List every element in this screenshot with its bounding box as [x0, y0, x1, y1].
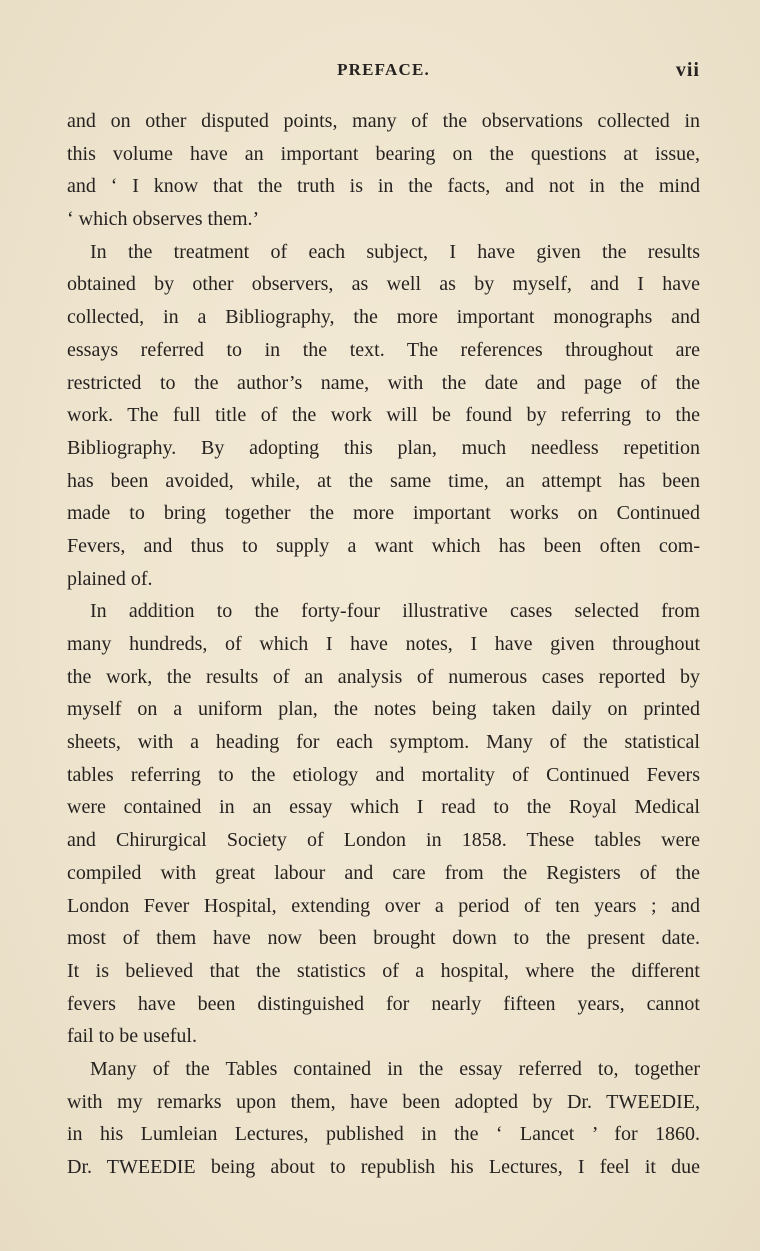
- text-line: and on other disputed points, many of the observations collected in: [67, 110, 700, 132]
- text-line: fevers have been distinguished for nearly fifteen years, cannot: [67, 992, 700, 1015]
- text-line: collected, in a Bibliography, the more important monographs and: [67, 306, 700, 329]
- text-line: London Fever Hospital, extending over a period of ten years ; and: [67, 894, 700, 917]
- body-text: [67, 105, 700, 1184]
- text-line: myself on a uniform plan, the notes being taken daily on printed: [67, 698, 700, 721]
- text-line: Fevers, and thus to supply a want which has been often com-: [67, 534, 700, 557]
- text-line: work. The full title of the work will be found by referring to the: [67, 404, 700, 427]
- text-line: most of them have now been brought down to the present date.: [67, 927, 700, 950]
- running-head: [67, 60, 700, 90]
- text-line: this volume have an important bearing on the questions at issue,: [67, 142, 700, 165]
- text-line: Bibliography. By adopting this plan, much needless repetition: [67, 436, 700, 459]
- text-line: compiled with great labour and care from the Registers of the: [67, 861, 700, 884]
- text-line: fail to be useful.: [67, 1025, 197, 1048]
- text-line: and ‘ I know that the truth is in the facts, and not in the mind: [67, 175, 700, 198]
- text-line: in his Lumleian Lectures, published in the ‘ Lancet ’ for 1860.: [67, 1123, 700, 1146]
- text-line: were contained in an essay which I read to the Royal Medical: [67, 796, 700, 819]
- text-line: plained of.: [67, 567, 153, 590]
- text-line: essays referred to in the text. The references throughout are: [67, 338, 700, 361]
- text-line: Dr. TWEEDIE being about to republish his Lectures, I feel it due: [67, 1156, 700, 1178]
- text-line: Many of the Tables contained in the essay referred to, together: [90, 1057, 700, 1080]
- text-line: restricted to the author’s name, with the date and page of the: [67, 371, 700, 394]
- running-title: PREFACE.: [337, 60, 430, 79]
- text-line: ‘ which observes them.’: [67, 208, 260, 231]
- text-line: has been avoided, while, at the same time, an attempt has been: [67, 469, 700, 492]
- text-line: made to bring together the more important works on Continued: [67, 502, 700, 525]
- text-line: sheets, with a heading for each symptom. Many of the statistical: [67, 731, 700, 754]
- text-line: In the treatment of each subject, I have given the results: [90, 240, 700, 263]
- text-line: with my remarks upon them, have been adopted by Dr. TWEEDIE,: [67, 1090, 700, 1113]
- text-line: tables referring to the etiology and mortality of Continued Fevers: [67, 763, 700, 786]
- text-line: and Chirurgical Society of London in 1858. These tables were: [67, 829, 700, 852]
- text-line: It is believed that the statistics of a hospital, where the different: [67, 959, 700, 982]
- page-number: vii: [675, 59, 700, 81]
- text-line: many hundreds, of which I have notes, I have given throughout: [67, 633, 700, 655]
- text-line: obtained by other observers, as well as by myself, and I have: [67, 273, 700, 296]
- text-line: In addition to the forty-four illustrative cases selected from: [90, 600, 700, 623]
- text-line: the work, the results of an analysis of numerous cases reported by: [67, 665, 700, 688]
